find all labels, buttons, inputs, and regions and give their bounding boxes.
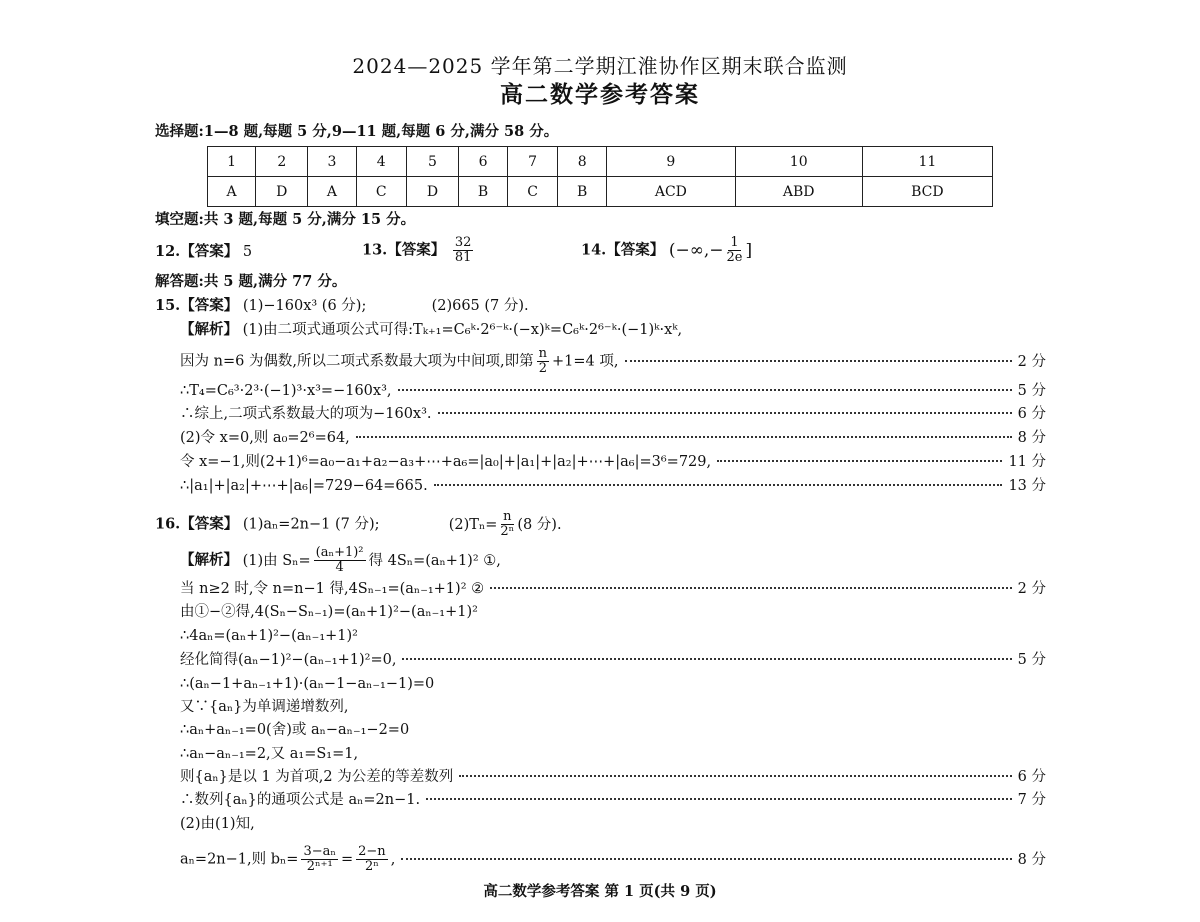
q16-step-text: 又∵{aₙ}为单调递增数列, [180, 699, 349, 715]
q16-step-text: 则{aₙ}是以 1 为首项,2 为公差的等差数列 [180, 769, 454, 785]
score-points: 6 分 [1017, 406, 1046, 422]
score-points: 7 分 [1017, 792, 1046, 808]
dot-leader [625, 360, 1012, 362]
score-points: 8 分 [1017, 851, 1046, 868]
q15-step-text: ∴|a₁|+|a₂|+⋯+|a₆|=729−64=665. [180, 478, 428, 494]
answer-cell: BCD [862, 177, 992, 207]
q15-step-text: 令 x=−1,则(2+1)⁶=a₀−a₁+a₂−a₃+⋯+a₆=|a₀|+|a₁|+|a₂|+⋯+|a₆|=3⁶=729, [180, 454, 712, 470]
q16-step [180, 845, 1046, 874]
dot-leader [402, 658, 1011, 660]
q15-analysis [180, 321, 682, 339]
q15-answer-part2: (2)665 (7 分). [431, 298, 529, 314]
score-points: 6 分 [1017, 769, 1046, 785]
page-footer: 高二数学参考答案 第 1 页(共 9 页) [483, 883, 717, 900]
question-number-cell: 3 [308, 147, 356, 177]
q13-answer [362, 236, 476, 265]
q13-numerator: 32 [454, 235, 472, 250]
q14-denominator: 2e [726, 250, 743, 265]
document-title: 高二数学参考答案 [500, 81, 700, 108]
q16-analysis [180, 546, 501, 575]
q15-step-text: (2)令 x=0,则 a₀=2⁶=64, [180, 430, 350, 446]
q16-step-text: ∴4aₙ=(aₙ+1)²−(aₙ₋₁+1)² [180, 628, 358, 644]
q15-step-text: ∴综上,二项式系数最大的项为−160x³. [180, 406, 432, 422]
q16-step-text: ∴(aₙ−1+aₙ₋₁+1)·(aₙ−1−aₙ₋₁−1)=0 [180, 676, 435, 692]
q16-step-text: 由①−②得,4(Sₙ−Sₙ₋₁)=(aₙ+1)²−(aₙ₋₁+1)² [180, 604, 478, 620]
q12-value: 5 [242, 244, 253, 260]
q16-step [180, 580, 1046, 598]
q13-label: 13.【答案】 [362, 241, 446, 259]
exam-title: 2024—2025 学年第二学期江淮协作区期末联合监测 [352, 54, 848, 78]
dot-leader [434, 484, 1003, 486]
dot-leader [426, 798, 1012, 800]
answer-table [207, 146, 993, 207]
answer-cell: A [308, 177, 356, 207]
q15-step [180, 453, 1046, 471]
q16-step-text: ∴aₙ+aₙ₋₁=0(舍)或 aₙ−aₙ₋₁−2=0 [180, 722, 410, 738]
q16-analysis-text: (1)由 Sₙ= $\frac{\text{(aₙ+1)²}}{4}$ 得 4Sₙ=(aₙ+1)² ①, [242, 545, 501, 575]
answer-cell: A [208, 177, 256, 207]
q16-step [180, 651, 1046, 669]
score-points: 2 分 [1017, 581, 1046, 597]
question-number-cell: 1 [208, 147, 256, 177]
q14-interval-open: (−∞,− [668, 240, 724, 261]
q15-step-text: 因为 n=6 为偶数,所以二项式系数最大项为中间项,即第 $\frac{n}{2}$ +1=4 项, [180, 346, 619, 376]
q16-analysis-label: 【解析】 [180, 551, 238, 569]
q16-step-text: ∴aₙ−aₙ₋₁=2,又 a₁=S₁=1, [180, 746, 359, 762]
question-number-cell: 10 [735, 147, 862, 177]
dot-leader [356, 436, 1012, 438]
q16-answer-part2: (2)Tₙ= $\frac{n}{\text{2ⁿ}}$ (8 分). [448, 509, 562, 539]
dot-leader [490, 587, 1012, 589]
q16-step [180, 791, 1046, 809]
question-number-cell: 8 [558, 147, 607, 177]
q15-analysis-text: (1)由二项式通项公式可得:Tₖ₊₁=C₆ᵏ·2⁶⁻ᵏ·(−x)ᵏ=C₆ᵏ·2⁶⁻ᵏ·(−1)ᵏ·xᵏ, [242, 322, 683, 338]
q15-answer-label: 15.【答案】 [155, 297, 239, 314]
score-points: 5 分 [1017, 652, 1046, 668]
answer-table-answer-row [208, 177, 993, 207]
q12-label: 12.【答案】 [155, 243, 239, 260]
fill-section-intro: 填空题:共 3 题,每题 5 分,满分 15 分。 [155, 211, 416, 228]
dot-leader [401, 858, 1011, 860]
dot-leader [459, 775, 1011, 777]
q16-step-text: aₙ=2n−1,则 bₙ= $\frac{\text{3−aₙ}}{\text{2ⁿ⁺¹}}$ = $\frac{2-n}{\text{2ⁿ}}$ , [180, 844, 396, 874]
dot-leader [717, 460, 1002, 462]
q15-step [180, 477, 1046, 495]
q16-step-text: 经化简得(aₙ−1)²−(aₙ₋₁+1)²=0, [180, 652, 397, 668]
solve-section-intro: 解答题:共 5 题,满分 77 分。 [155, 273, 347, 290]
q14-fraction [727, 236, 743, 265]
answer-cell: C [507, 177, 557, 207]
q15-step [180, 405, 1046, 423]
q16-answer-part1: (1)aₙ=2n−1 (7 分); [242, 516, 380, 533]
question-number-cell: 6 [459, 147, 508, 177]
answer-cell: ACD [607, 177, 736, 207]
score-points: 11 分 [1008, 454, 1046, 470]
q15-step [180, 347, 1046, 376]
answer-cell: B [558, 177, 607, 207]
answer-cell: B [459, 177, 508, 207]
q13-fraction [453, 236, 474, 265]
q16-step-text: 当 n≥2 时,令 n=n−1 得,4Sₙ₋₁=(aₙ₋₁+1)² ② [180, 581, 485, 597]
dot-leader [398, 389, 1012, 391]
question-number-cell: 5 [406, 147, 458, 177]
answer-cell: C [356, 177, 406, 207]
q15-answer-part1: (1)−160x³ (6 分); [242, 298, 367, 314]
q16-answer [155, 510, 562, 539]
q14-numerator: 1 [730, 235, 739, 250]
q16-answer-label: 16.【答案】 [155, 515, 239, 533]
question-number-cell: 9 [607, 147, 736, 177]
question-number-cell: 2 [256, 147, 308, 177]
answer-cell: ABD [735, 177, 862, 207]
question-number-cell: 11 [862, 147, 992, 177]
q12-answer [155, 243, 252, 261]
q15-answer [155, 297, 529, 315]
q16-step [180, 768, 1046, 786]
q15-analysis-label: 【解析】 [180, 321, 238, 338]
score-points: 5 分 [1017, 383, 1046, 399]
q14-answer [581, 236, 752, 265]
q16-step-text: (2)由(1)知, [180, 816, 255, 832]
q14-interval-close: ] [745, 240, 753, 261]
score-points: 8 分 [1017, 430, 1046, 446]
q15-step [180, 429, 1046, 447]
q16-step-text: ∴数列{aₙ}的通项公式是 aₙ=2n−1. [180, 792, 421, 808]
question-number-cell: 7 [507, 147, 557, 177]
q14-label: 14.【答案】 [581, 241, 665, 259]
dot-leader [438, 412, 1012, 414]
q15-step-text: ∴T₄=C₆³·2³·(−1)³·x³=−160x³, [180, 383, 392, 399]
q15-step [180, 382, 1046, 400]
q13-denominator: 81 [454, 250, 472, 265]
score-points: 13 分 [1008, 478, 1046, 494]
answer-cell: D [406, 177, 458, 207]
answer-cell: D [256, 177, 308, 207]
choice-section-intro: 选择题:1—8 题,每题 5 分,9—11 题,每题 6 分,满分 58 分。 [155, 123, 559, 140]
score-points: 2 分 [1017, 353, 1046, 370]
question-number-cell: 4 [356, 147, 406, 177]
answer-table-number-row [208, 147, 993, 177]
